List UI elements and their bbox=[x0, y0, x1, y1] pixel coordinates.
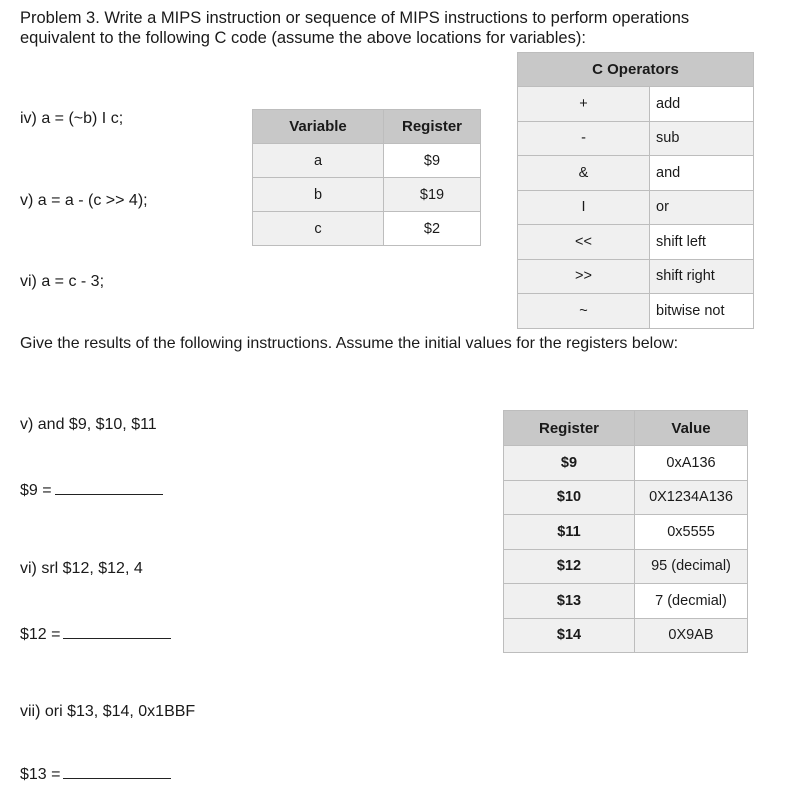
operator-symbol: << bbox=[518, 225, 650, 260]
variable-cell: c bbox=[253, 212, 384, 246]
instruction-srl: vi) srl $12, $12, 4 bbox=[20, 560, 143, 577]
variable-cell: b bbox=[253, 178, 384, 212]
operator-meaning: or bbox=[650, 190, 754, 225]
register-cell: $14 bbox=[504, 618, 635, 653]
c-operators-table bbox=[517, 52, 754, 329]
answer-blank[interactable] bbox=[63, 764, 171, 779]
column-header: Register bbox=[504, 411, 635, 446]
table-row bbox=[518, 225, 754, 260]
table-row bbox=[504, 618, 748, 653]
column-header: Register bbox=[384, 110, 481, 144]
table-header-row bbox=[504, 411, 748, 446]
value-cell: 95 (decimal) bbox=[635, 549, 748, 584]
operator-symbol: & bbox=[518, 156, 650, 191]
table-row bbox=[504, 515, 748, 550]
register-cell: $9 bbox=[384, 144, 481, 178]
operator-meaning: shift right bbox=[650, 259, 754, 294]
operator-meaning: bitwise not bbox=[650, 294, 754, 329]
operator-meaning: and bbox=[650, 156, 754, 191]
register-cell: $13 bbox=[504, 584, 635, 619]
value-cell: 0X9AB bbox=[635, 618, 748, 653]
operator-meaning: sub bbox=[650, 121, 754, 156]
table-row bbox=[504, 549, 748, 584]
problem-line-1: Problem 3. Write a MIPS instruction or sequence of MIPS instructions to perform operations bbox=[20, 9, 690, 27]
register-cell: $2 bbox=[384, 212, 481, 246]
answer-blank[interactable] bbox=[55, 480, 163, 495]
table-header-row bbox=[518, 53, 754, 87]
table-row bbox=[518, 156, 754, 191]
column-header: Variable bbox=[253, 110, 384, 144]
operator-symbol: ~ bbox=[518, 294, 650, 329]
value-cell: 7 (decmial) bbox=[635, 584, 748, 619]
table-row bbox=[504, 446, 748, 481]
problem-statement bbox=[20, 8, 689, 48]
answer-label: $13 = bbox=[20, 766, 61, 783]
c-item-vi: vi) a = c - 3; bbox=[20, 273, 105, 290]
instruction-and: v) and $9, $10, $11 bbox=[20, 416, 157, 433]
table-row bbox=[504, 480, 748, 515]
variable-register-table bbox=[252, 109, 481, 246]
register-cell: $10 bbox=[504, 480, 635, 515]
table-row bbox=[518, 190, 754, 225]
operator-meaning: add bbox=[650, 87, 754, 122]
instruction-ori: vii) ori $13, $14, 0x1BBF bbox=[20, 703, 196, 720]
table-row bbox=[518, 259, 754, 294]
operator-symbol: - bbox=[518, 121, 650, 156]
table-row bbox=[518, 294, 754, 329]
value-cell: 0xA136 bbox=[635, 446, 748, 481]
answer-blank[interactable] bbox=[63, 624, 171, 639]
c-item-iv: iv) a = (~b) I c; bbox=[20, 110, 124, 127]
variable-cell: a bbox=[253, 144, 384, 178]
register-cell: $12 bbox=[504, 549, 635, 584]
table-header-row bbox=[253, 110, 481, 144]
operator-symbol: + bbox=[518, 87, 650, 122]
table-row bbox=[504, 584, 748, 619]
table-row bbox=[253, 178, 481, 212]
table-row bbox=[518, 87, 754, 122]
operator-symbol: >> bbox=[518, 259, 650, 294]
column-header: Value bbox=[635, 411, 748, 446]
register-cell: $19 bbox=[384, 178, 481, 212]
operator-meaning: shift left bbox=[650, 225, 754, 260]
c-item-v: v) a = a - (c >> 4); bbox=[20, 192, 148, 209]
value-cell: 0x5555 bbox=[635, 515, 748, 550]
operator-symbol: I bbox=[518, 190, 650, 225]
column-header: C Operators bbox=[518, 53, 754, 87]
value-cell: 0X1234A136 bbox=[635, 480, 748, 515]
results-intro: Give the results of the following instructions. Assume the initial values for the registers below: bbox=[20, 335, 679, 352]
answer-12 bbox=[20, 624, 171, 644]
table-row bbox=[518, 121, 754, 156]
answer-label: $12 = bbox=[20, 626, 61, 643]
answer-13 bbox=[20, 764, 171, 784]
table-row bbox=[253, 212, 481, 246]
register-cell: $9 bbox=[504, 446, 635, 481]
problem-line-2: equivalent to the following C code (assume the above locations for variables): bbox=[20, 29, 586, 47]
register-values-table bbox=[503, 410, 748, 653]
table-row bbox=[253, 144, 481, 178]
register-cell: $11 bbox=[504, 515, 635, 550]
answer-label: $9 = bbox=[20, 482, 52, 499]
answer-9 bbox=[20, 480, 163, 500]
